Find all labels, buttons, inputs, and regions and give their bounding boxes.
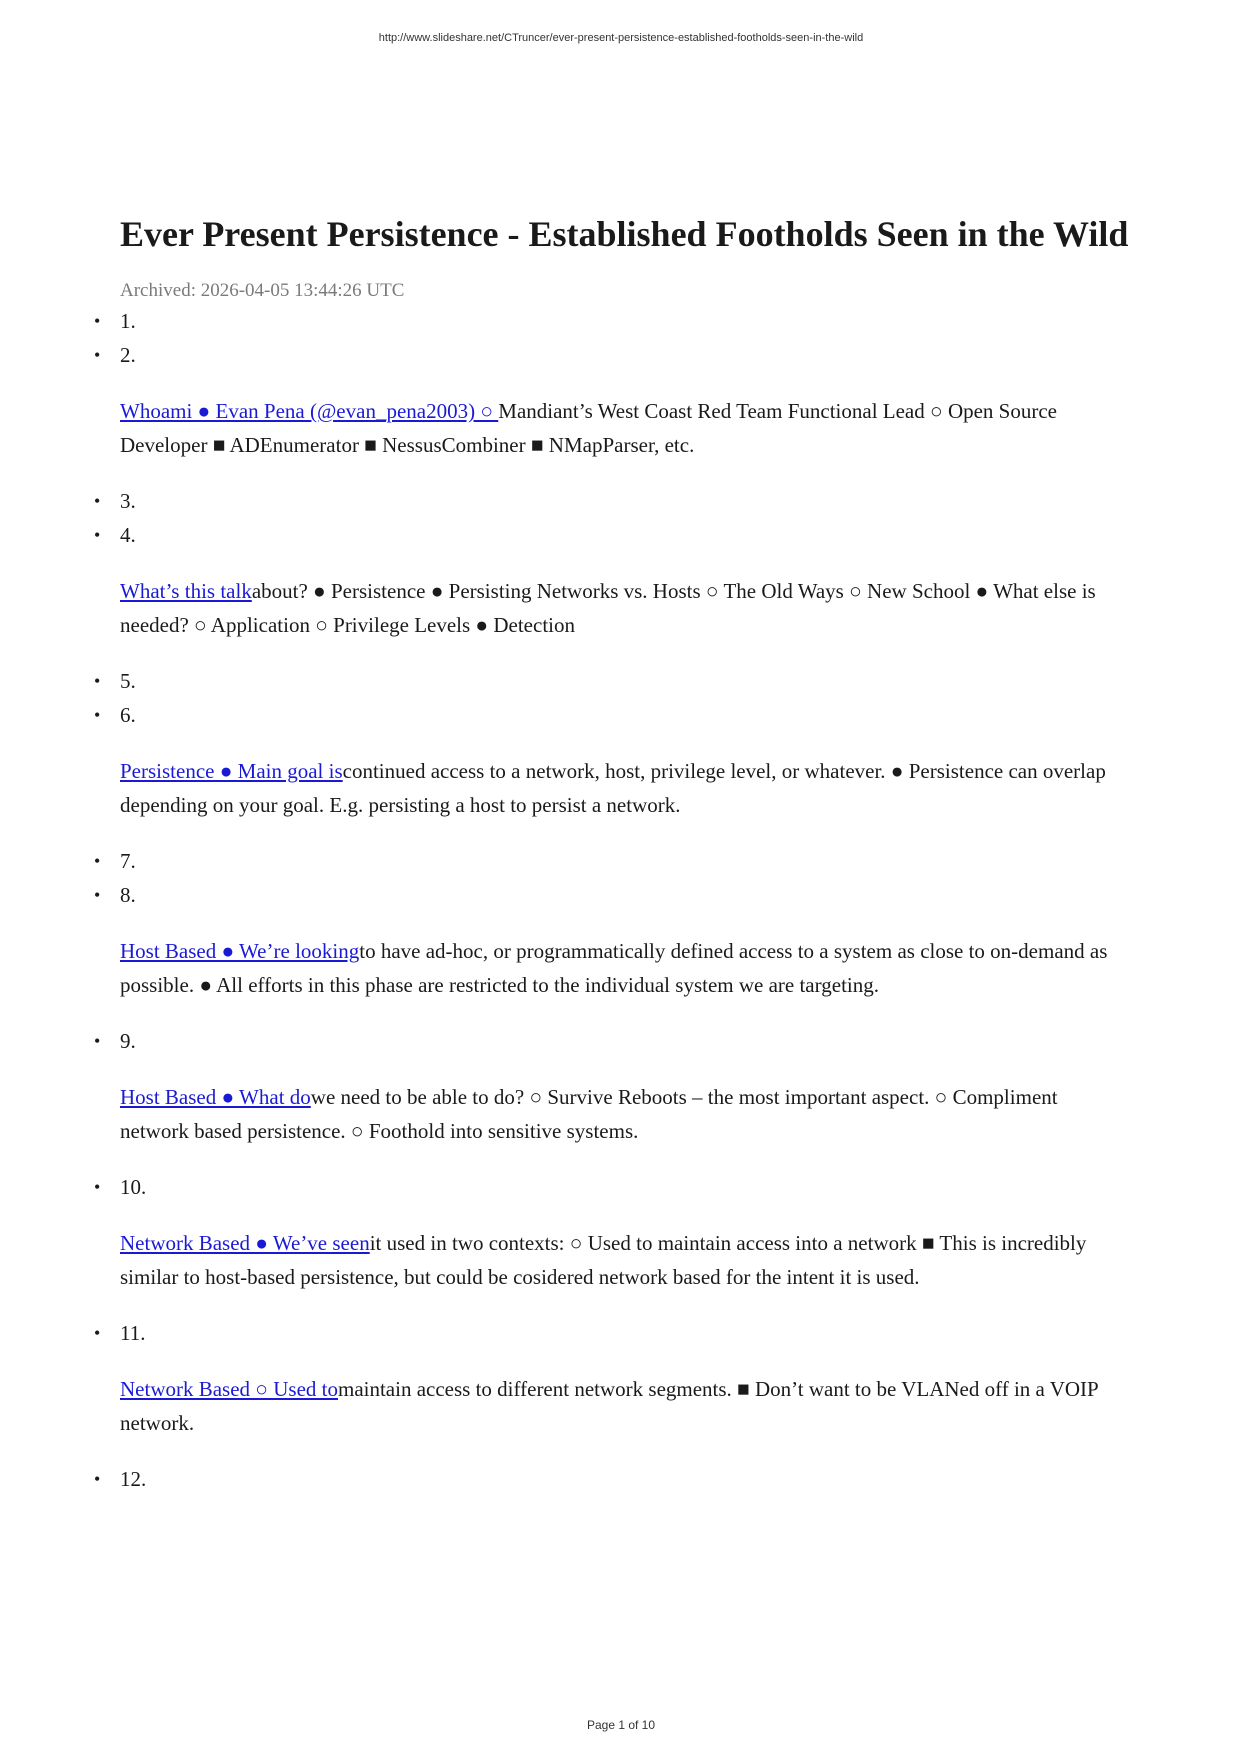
slide-link[interactable]: Host Based ● We’re looking	[120, 939, 360, 963]
slide-number-list	[94, 664, 1130, 732]
slide-text	[120, 1080, 1130, 1148]
slide-body-text: to have ad-hoc, or programmatically defined access to a system as close to on-demand as possible. ● All efforts in this phase are restricted to the individual system we are targeting.	[120, 939, 1108, 997]
slide-body-text: continued access to a network, host, privilege level, or whatever. ● Persistence can overlap depending on your goal. E.g. persisting a host to persist a network.	[120, 759, 1106, 817]
slide-number-item	[94, 878, 1130, 912]
source-url: http://www.slideshare.net/CTruncer/ever-present-persistence-established-footholds-seen-in-the-wild	[378, 32, 864, 44]
slide-link[interactable]: Network Based ● We’ve seen	[120, 1231, 370, 1255]
slide-number-item	[94, 844, 1130, 878]
document-body	[94, 212, 1130, 1496]
slide-number-item	[94, 698, 1130, 732]
slide-body-text: maintain access to different network segments. ■ Don’t want to be VLANed off in a VOIP network.	[120, 1377, 1098, 1435]
slide-number: 9.	[120, 1029, 136, 1053]
slide-number-item	[94, 338, 1130, 372]
slide-number: 8.	[120, 883, 136, 907]
slide-body-text: about? ● Persistence ● Persisting Networks vs. Hosts ○ The Old Ways ○ New School ● What else is needed? ○ Application ○ Privilege Levels ● Detection	[120, 579, 1096, 637]
slide-number: 6.	[120, 703, 136, 727]
slide-link[interactable]: What’s this talk	[120, 579, 252, 603]
bullet-icon: •	[94, 1177, 101, 1197]
slide-text	[120, 1226, 1130, 1294]
slide-body-text: we need to be able to do? ○ Survive Reboots – the most important aspect. ○ Compliment network based persistence. ○ Foothold into sensitive systems.	[120, 1085, 1058, 1143]
slide-link[interactable]: Persistence ● Main goal is	[120, 759, 343, 783]
slide-number: 7.	[120, 849, 136, 873]
slide-number-list	[94, 844, 1130, 912]
slide-number-list	[94, 1170, 1130, 1204]
bullet-icon: •	[94, 1323, 101, 1343]
bullet-icon: •	[94, 705, 101, 725]
bullet-icon: •	[94, 491, 101, 511]
bullet-icon: •	[94, 1031, 101, 1051]
bullet-icon: •	[94, 671, 101, 691]
slide-body-text: it used in two contexts: ○ Used to maintain access into a network ■ This is incredibly similar to host-based persistence, but could be cosidered network based for the intent it is used.	[120, 1231, 1087, 1289]
page-number: Page 1 of 10	[586, 1718, 656, 1732]
slide-number-item	[94, 484, 1130, 518]
slide-text	[120, 934, 1130, 1002]
slide-number: 1.	[120, 309, 136, 333]
slide-number: 4.	[120, 523, 136, 547]
slide-number-item	[94, 1024, 1130, 1058]
slide-text	[120, 754, 1130, 822]
slide-number-item	[94, 304, 1130, 338]
slide-number-item	[94, 1316, 1130, 1350]
archived-timestamp: Archived: 2026-04-05 13:44:26 UTC	[120, 280, 405, 301]
slide-number-item	[94, 518, 1130, 552]
slide-number-list	[94, 1462, 1130, 1496]
slide-number: 3.	[120, 489, 136, 513]
slide-number: 12.	[120, 1467, 147, 1491]
slide-link[interactable]: Network Based ○ Used to	[120, 1377, 338, 1401]
bullet-icon: •	[94, 525, 101, 545]
slide-number-list	[94, 484, 1130, 552]
bullet-icon: •	[94, 885, 101, 905]
slide-number: 10.	[120, 1175, 147, 1199]
slide-text	[120, 1372, 1130, 1440]
bullet-icon: •	[94, 345, 101, 365]
slide-number-item	[94, 664, 1130, 698]
slide-text	[120, 574, 1130, 642]
slide-number-item	[94, 1462, 1130, 1496]
slide-number: 11.	[120, 1321, 146, 1345]
slide-number-list	[94, 1024, 1130, 1058]
slide-number-list	[94, 1316, 1130, 1350]
slide-body-text: Mandiant’s West Coast Red Team Functional Lead ○ Open Source Developer ■ ADEnumerator ■ NessusCombiner ■ NMapParser, etc.	[120, 399, 1057, 457]
slide-number: 2.	[120, 343, 136, 367]
bullet-icon: •	[94, 851, 101, 871]
page-title: Ever Present Persistence - Established Footholds Seen in the Wild	[120, 214, 1129, 254]
slide-number: 5.	[120, 669, 136, 693]
slide-link[interactable]: Host Based ● What do	[120, 1085, 311, 1109]
slide-text	[120, 394, 1130, 462]
slide-number-list	[94, 304, 1130, 372]
bullet-icon: •	[94, 311, 101, 331]
slide-link[interactable]: Whoami ● Evan Pena (@evan_pena2003) ○	[120, 399, 499, 423]
slide-list	[94, 304, 1130, 1496]
bullet-icon: •	[94, 1469, 101, 1489]
slide-number-item	[94, 1170, 1130, 1204]
